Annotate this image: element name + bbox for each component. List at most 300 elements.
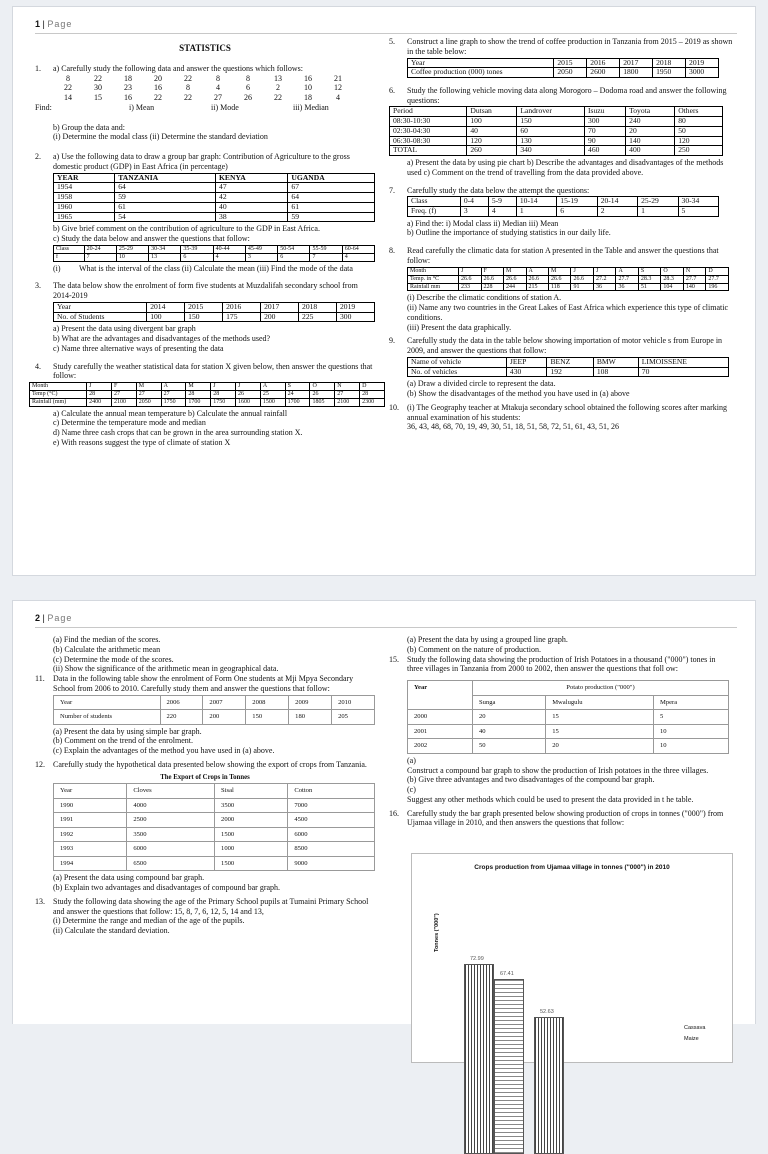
table-cell: 2018 [653,58,686,68]
bar-value-label: 67.41 [500,970,514,977]
table-cell: 3500 [127,827,215,842]
data-value: 8 [186,83,190,93]
table-cell: Name of vehicle [408,357,507,367]
table-cell: Year [408,58,554,68]
vehicle-table [389,106,723,156]
table-cell: 5-9 [488,197,516,207]
table-cell: 1805 [310,398,335,406]
table-cell: 140 [626,136,675,146]
table-cell: 1992 [54,827,127,842]
table-cell: 100 [467,117,517,127]
table-cell: Toyota [626,107,675,117]
table-cell: 205 [332,710,375,725]
table-cell: 2016 [223,302,261,312]
table-cell: 225 [299,312,337,322]
table-cell: M [504,267,526,275]
table-cell: 10 [653,724,728,739]
data-value: 13 [274,73,282,83]
table-cell: 27.7 [706,275,729,283]
table-cell: 7000 [288,798,375,813]
table-cell: 2001 [408,724,473,739]
table-cell: 27 [335,390,360,398]
right-column: (a) Present the data by using a grouped line graph. (b) Comment on the nature of production. 15. Study the following data showing the production of Irish Potatoes in a thousand ("000") tones in three villages in Tanzania from 2000 to 2002, then answer the questions that foll ow: Year Potato production ("000") Sunga Mwalugulu Mpera 2000 20 15 5 2001 40 15 10 2002 50 20 10 (a) Construct a compound bar graph to show the production of Irish potatoes in the three villages. (b) Give three advantages and two disadvantages of the compound bar graph. (c) Suggest any other methods which could be used to present the data provided in t he table. 16. Carefully study the bar graph presented below showing production of crops in tonnes ("000") from Ujamaa village in 2010, and then answers the questions that follow: Crops production from Ujamaa village in tonnes ("000") in 2010 Tonnes ("000") Cassava Maize 72.99 67.41 52.63 [389,635,739,832]
data-value: 16 [304,73,312,83]
data-value: 8 [246,73,250,83]
table-cell: A [526,267,548,275]
data-value: 30 [94,83,102,93]
table-cell: 28 [360,390,385,398]
enrolment-table [53,302,375,322]
table-cell: 2015 [185,302,223,312]
left-column: (a) Find the median of the scores. (b) Calculate the arithmetic mean (c) Determine the mode of the scores. (ii) Show the significance of the arithmetic mean in geographical data. 11. Data in the following table show the enrolment of Form One students at Mji Mpya Secondary School from 2006 to 2010. Carefully study them and answer the questions that follow: Year 2006 2007 2008 2009 2010 Number of students 220 200 150 180 205 (a) Present the data by using simple bar graph. (b) Comment on the trend of the enrolment. (c) Explain the advantages of the method you have used in (a) above. 12. Carefully study the hypothetical data presented below showing the export of crops from Tanzania. The Export of Crops in Tonnes Year Cloves Sisal Cotton 1990 4000 3500 7000 1991 2500 2000 4500 1992 3500 1500 6000 1993 6000 1000 8500 1994 6500 1500 9000 (a) Present the data using compound bar graph. (b) Explain two advantages and disadvantages of compound bar graph. 13. Study the following data showing the age of the Primary School pupils at Tumaini Primary School and answer the questions that follow: 15, 8, 7, 6, 12, 5, 14 and 13, (i) Determine the range and median of the age of the pupils. (ii) Calculate the standard deviation. [35,635,375,940]
table-cell: LIMOISSENE [638,357,728,367]
table-cell: 26.6 [504,275,526,283]
table-cell: Class [54,245,85,253]
table-cell: 26.6 [526,275,548,283]
table-cell: f [54,253,85,261]
table-cell: M [548,267,570,275]
table-cell: 1700 [285,398,310,406]
table-cell: 240 [626,117,675,127]
table-cell: O [661,267,683,275]
table-cell: 15 [546,724,654,739]
table-cell: 28 [87,390,112,398]
table-cell: 6000 [127,842,215,857]
table-cell: 36 [593,283,615,291]
left-column [32,37,375,452]
page-header: 1 | Page [35,19,73,29]
table-cell: 1500 [215,856,288,871]
table-cell: 1991 [54,813,127,828]
table-cell: 2009 [289,695,332,710]
table-cell: 27.2 [593,275,615,283]
table-cell: 10-14 [516,197,556,207]
data-value: 27 [214,93,222,103]
table-cell: Landrover [517,107,585,117]
data-value: 21 [334,73,342,83]
table-cell: 26.6 [481,275,503,283]
table-cell: 60-64 [342,245,374,253]
table-cell: Others [675,107,723,117]
table-cell: 3 [245,253,277,261]
table-cell: 50-54 [278,245,310,253]
table-cell: 140 [683,283,705,291]
freq-table [407,196,719,216]
table-cell: 20 [473,710,546,725]
header-rule [35,33,737,34]
table-cell: 06:30-08:30 [390,136,467,146]
table-cell: 20-14 [597,197,637,207]
table-cell: 6 [181,253,213,261]
table-cell: Cloves [127,783,215,798]
table-cell: A [161,383,186,391]
data-value: 16 [154,83,162,93]
question-4: 4. Study carefully the weather statistical data for station X given below, then answer the questions that follow: Month J F M A M J J A S O N D Temp (°C) 28 27 27 27 28 28 26 25 24 26 27 28 Rainfall (mm) 2400 2100 2050 1750 1700 1750 1600 1500 1700 1805 2100 2300 a) Calculate the annual mean temperature b) Calculate the annual rainfall c) Determine the temperature mode and median d) Name three cash crops that can be grown in the area surrounding station X. e) With reasons suggest the type of climate of station X [35,362,375,448]
table-cell: 300 [336,312,374,322]
table-cell: 250 [675,146,723,156]
table-cell: Sisal [215,783,288,798]
table-cell: 26.6 [459,275,481,283]
table-cell: 4 [488,207,516,217]
table-cell: 2 [597,207,637,217]
table-cell: 7 [84,253,116,261]
table-cell: 60 [517,126,585,136]
table-cell: 180 [289,710,332,725]
table-cell: 130 [517,136,585,146]
table-cell: 40 [473,724,546,739]
table-cell: 9000 [288,856,375,871]
table-cell: 1600 [236,398,261,406]
table-cell: N [335,383,360,391]
table-cell: 30-34 [678,197,718,207]
table-cell: 150 [185,312,223,322]
table-cell: J [571,267,593,275]
page-title: STATISTICS [179,43,231,53]
table-cell: F [481,267,503,275]
table-cell: Mpera [653,695,728,710]
form-one-table [53,695,375,725]
table-cell: 2019 [336,302,374,312]
table-cell: 192 [547,367,593,377]
table-cell: 2002 [408,739,473,754]
table-cell: 15 [546,710,654,725]
question-6: 6. Study the following vehicle moving data along Morogoro – Dodoma road and answer the following questions: Period Dutsan Landrover Isuzu Toyota Others 08:30-10:30 100 150 300 240 80 02:30-04:30 40 60 70 20 50 06:30-08:30 120 130 90 140 120 TOTAL 260 340 460 400 250 a) Present the data by using pie chart b) Describe the advantages and disadvantages of the methods used c) Comment on the trend of travelling from the data provided above. [389,85,727,177]
table-cell: 27.7 [616,275,638,283]
question-1: 1. a) Carefully study the following data and answer the questions which follows: 8 22 18 20 22 8 8 13 16 21 22 30 23 16 8 4 6 2 10 12 14 15 16 22 22 27 26 22 18 4 Find: i) Mean ii) Mode iii) Median b) Group the data and: (i) Determine the modal class (ii) Determine the standard deviation [35,64,375,142]
table-cell: J [236,383,261,391]
table-cell: 1500 [260,398,285,406]
table-cell: Year [54,302,147,312]
table-cell: 200 [261,312,299,322]
question-7: 7. Carefully study the data below the attempt the questions: Class 0-4 5-9 10-14 15-19 20-14 25-29 30-34 Freq. (f) 3 4 1 6 2 1 5 a) Find the: i) Modal class ii) Median iii) Mean b) Outline the importance of studying statistics in our daily life. [389,186,739,239]
table-cell: 4 [213,253,245,261]
table-cell: 30-34 [149,245,181,253]
table-cell: 25 [260,390,285,398]
table-cell: 108 [593,367,638,377]
data-value: 8 [66,73,70,83]
table-cell: 26.6 [548,275,570,283]
table-cell: D [360,383,385,391]
table-cell: 2018 [299,302,337,312]
bar-maize [494,979,524,1154]
table-cell: 2014 [147,302,185,312]
y-axis-label: Tonnes ("000") [434,913,440,952]
weather-table [29,382,385,407]
table-cell: 35-39 [181,245,213,253]
table-cell: 2008 [246,695,289,710]
table-cell: 08:30-10:30 [390,117,467,127]
table-cell: 25-29 [638,197,678,207]
table-cell: 104 [661,283,683,291]
table-cell: M [136,383,161,391]
table-cell: 4500 [288,813,375,828]
table-cell: 3000 [686,68,719,78]
table-cell: 1750 [161,398,186,406]
table-cell: 244 [504,283,526,291]
table-cell: 430 [506,367,547,377]
table-cell: 300 [585,117,626,127]
table-cell: 2100 [335,398,360,406]
legend-item: Maize [684,1036,699,1042]
legend-item: Cassava [684,1025,706,1031]
table-cell: 1 [638,207,678,217]
table-cell: 1990 [54,798,127,813]
table-cell: 2600 [587,68,620,78]
table-cell: 3 [460,207,488,217]
table-cell: 90 [585,136,626,146]
table-cell: 10 [653,739,728,754]
table-cell: 50 [675,126,723,136]
question-3: 3. The data below show the enrolment of form five students at Muzdalifah secondary school from 2014-2019 Year 2014 2015 2016 2017 2018 2019 No. of Students 100 150 175 200 225 300 a) Present the data using divergent bar graph b) What are the advantages and disadvantages of the methods used? c) Name three alternative ways of presenting the data [35,281,375,353]
crop-production-chart [411,853,733,1063]
page-one [12,6,756,576]
table-cell: 27 [161,390,186,398]
table-cell: 5 [653,710,728,725]
table-cell: 260 [467,146,517,156]
data-value: 22 [184,93,192,103]
table-cell: BMW [593,357,638,367]
table-cell: 150 [246,710,289,725]
page-two [12,600,756,1042]
table-cell: 2010 [332,695,375,710]
table-cell: Year [54,695,161,710]
table-cell: 1800 [620,68,653,78]
table-cell: 51 [638,283,660,291]
table-cell: 220 [160,710,203,725]
data-value: 20 [154,73,162,83]
table-cell: 120 [675,136,723,146]
export-table [53,783,375,871]
table-cell: Cotton [288,783,375,798]
table-cell: 3500 [215,798,288,813]
table-cell: 1750 [211,398,236,406]
data-value: 16 [124,93,132,103]
table-cell: Number of students [54,710,161,725]
table-cell: 70 [638,367,728,377]
table-cell: 8500 [288,842,375,857]
table-cell: A [260,383,285,391]
climate-table [407,267,729,292]
table-cell: 2050 [554,68,587,78]
table-cell: J [211,383,236,391]
table-cell: 50 [473,739,546,754]
import-table [407,357,729,377]
table-cell: A [616,267,638,275]
table-cell: 10 [116,253,148,261]
data-value: 2 [276,83,280,93]
table-cell: Period [390,107,467,117]
data-value: 15 [94,93,102,103]
table-cell: 20 [546,739,654,754]
table-cell: 1700 [186,398,211,406]
table-cell: 4 [342,253,374,261]
question-9: 9. Carefully study the data in the table below showing importation of motor vehicle s from Europe in 2009, and answer the questions that follow: Name of vehicle JEEP BENZ BMW LIMOISSENE No. of vehicles 430 192 108 70 (a) Draw a divided circle to represent the data. (b) Show the disadvantages of the method you have used in (a) above [389,336,739,398]
table-cell: 15-19 [557,197,597,207]
data-value: 22 [94,73,102,83]
question-11: 11. Data in the following table show the enrolment of Form One students at Mji Mpya Secondary School from 2006 to 2010. Carefully study them and answer the questions that follow: Year 2006 2007 2008 2009 2010 Number of students 220 200 150 180 205 (a) Present the data by using simple bar graph. (b) Comment on the trend of the enrolment. (c) Explain the advantages of the method you have used in (a) above. [35,674,375,756]
table-cell: 26.6 [571,275,593,283]
table-cell: S [638,267,660,275]
table-cell: 1993 [54,842,127,857]
table-cell: 6 [557,207,597,217]
table-cell: 25-29 [116,245,148,253]
table-cell: 4000 [127,798,215,813]
number-grid [35,74,375,103]
table-cell: 200 [203,710,246,725]
bar-value-label: 52.63 [540,1009,554,1016]
data-value: 22 [64,83,72,93]
bar-value-label: 72.99 [470,956,484,963]
table-cell: 6 [278,253,310,261]
table-cell: 2000 [215,813,288,828]
chart-title: Crops production from Ujamaa village in tonnes ("000") in 2010 [474,864,670,871]
table-cell: 2019 [686,58,719,68]
table-cell: 215 [526,283,548,291]
table-cell: 2016 [587,58,620,68]
table-cell: M [186,383,211,391]
table-cell: 1950 [653,68,686,78]
table-cell: 55-59 [310,245,342,253]
data-value: 8 [216,73,220,83]
table-cell: Isuzu [585,107,626,117]
table-cell: 36 [616,283,638,291]
table-cell: JEEP [506,357,547,367]
right-column [389,37,739,436]
gdp-table: YEAR TANZANIA KENYA UGANDA 1954 64 47 67 1958 59 42 64 1960 61 40 61 1965 54 38 59 [53,173,375,223]
question-2: 2. a) Use the following data to draw a group bar graph: Contribution of Agriculture to the gross domestic product (GDP) in East Africa (in percentage) YEAR TANZANIA KENYA UGANDA 1954 64 47 67 1958 59 42 64 1960 61 40 61 1965 54 38 59 b) Give brief comment on the contribution of agriculture to the GDP in East Africa. c) Study the data below and answer the questions that follow: Class 20-24 25-29 30-34 35-39 40-44 45-49 50-54 55-59 60-64 f 7 10 13 6 4 3 6 7 4 (i) What is the interval of the class (ii) Calculate the mean (iii) Find the mode of the data [35,152,375,273]
table-cell: Year [54,783,127,798]
data-value: 22 [184,73,192,83]
table-cell: 2017 [620,58,653,68]
table-cell: 91 [571,283,593,291]
bar-cassava [464,964,494,1154]
table-cell: 2500 [127,813,215,828]
table-cell: 2017 [261,302,299,312]
data-value: 12 [334,83,342,93]
class-freq-table [53,245,375,262]
table-cell: No. of Students [54,312,147,322]
table-cell: J [593,267,615,275]
table-cell: 228 [481,283,503,291]
table-cell: 1994 [54,856,127,871]
table-cell: 80 [675,117,723,127]
table-cell: Temp. in °C [408,275,459,283]
table-cell: J [87,383,112,391]
table-cell: Mwalugulu [546,695,654,710]
find-line: Find: i) Mean ii) Mode iii) Median [35,102,329,112]
data-value: 4 [216,83,220,93]
table-cell: 13 [149,253,181,261]
table-cell: Rainfall (mm) [30,398,87,406]
coffee-table [407,58,719,78]
question-12: 12. Carefully study the hypothetical data presented below showing the export of crops from Tanzania. The Export of Crops in Tonnes Year Cloves Sisal Cotton 1990 4000 3500 7000 1991 2500 2000 4500 1992 3500 1500 6000 1993 6000 1000 8500 1994 6500 1500 9000 (a) Present the data using compound bar graph. (b) Explain two advantages and disadvantages of compound bar graph. [35,760,375,893]
table-cell: 2015 [554,58,587,68]
table-cell: 40 [467,126,517,136]
bar-beans [534,1017,564,1154]
table-cell: 175 [223,312,261,322]
question-10: 10. (i) The Geography teacher at Mtakuja secondary school obtained the following scores after marking annual examination of his students: 36, 43, 48, 68, 70, 19, 49, 30, 51, 18, 51, 58, 72, 51, 61, 43, 51, 26 [389,402,727,432]
data-value: 6 [246,83,250,93]
question-16: 16. Carefully study the bar graph presented below showing production of crops in tonnes ("000") from Ujamaa village in 2010, and then answers the questions that follow: [389,808,724,828]
table-cell: 1000 [215,842,288,857]
data-value: 23 [124,83,132,93]
table-cell: 1 [516,207,556,217]
table-cell: 5 [678,207,718,217]
table-cell: Month [30,383,87,391]
table-cell: 28.3 [638,275,660,283]
table-cell: 2007 [203,695,246,710]
table-cell: 6500 [127,856,215,871]
question-13: 13. Study the following data showing the age of the Primary School pupils at Tumaini Primary School and answer the questions that follow: 15, 8, 7, 6, 12, 5, 14 and 13, (i) Determine the range and median of the age of the pupils. (ii) Calculate the standard deviation. [35,896,369,936]
table-cell: 0-4 [460,197,488,207]
table-cell: 45-49 [245,245,277,253]
data-value: 18 [124,73,132,83]
table-cell: 28.3 [661,275,683,283]
table-cell: 26 [310,390,335,398]
data-value: 4 [336,93,340,103]
table-cell: N [683,267,705,275]
table-cell: No. of vehicles [408,367,507,377]
data-value: 18 [304,93,312,103]
table-cell: 20 [626,126,675,136]
table-cell: 27 [111,390,136,398]
table-cell: 2300 [360,398,385,406]
question-8: 8. Read carefully the climatic data for station A presented in the Table and answer the questions that follow: Month J F M A M J J A S O N D Temp. in °C 26.6 26.6 26.6 26.6 26.6 26.6 27.2 27.7 28.3 28.3 27.7 27.7 Rainfall mm 233 228 244 215 118 91 36 36 51 104 140 196 (i) Describe the climatic conditions of station A. (ii) Name any two countries in the Great Lakes of East Africa which experience this type of climatic conditions. (iii) Present the data graphically. [389,246,728,332]
table-cell: Sunga [473,695,546,710]
table-cell: Dutsan [467,107,517,117]
table-cell: Class [408,197,461,207]
table-cell: 20-24 [84,245,116,253]
question-15: 15. Study the following data showing the production of Irish Potatoes in a thousand ("000") tones in three villages in Tanzania from 2000 to 2002, then answer the questions that foll ow: Year Potato production ("000") Sunga Mwalugulu Mpera 2000 20 15 5 2001 40 15 10 2002 50 20 10 (a) Construct a compound bar graph to show the production of Irish potatoes in the three villages. (b) Give three advantages and two disadvantages of the compound bar graph. (c) Suggest any other methods which could be used to present the data provided in t he table. [389,655,739,805]
table-cell: 2100 [111,398,136,406]
table-cell: 24 [285,390,310,398]
question-5: 5. Construct a line graph to show the trend of coffee production in Tanzania from 2015 – 2019 as shown in the table below: Year 2015 2016 2017 2018 2019 Coffee production (000) tones 2050 2600 1800 1950 3000 [389,37,733,77]
table-cell: 118 [548,283,570,291]
table-cell: Temp (°C) [30,390,87,398]
table-cell: 2000 [408,710,473,725]
header-rule [35,627,737,628]
table-cell: 7 [310,253,342,261]
table-cell: 28 [186,390,211,398]
table-cell: TOTAL [390,146,467,156]
table-cell: 27.7 [683,275,705,283]
table-cell: O [310,383,335,391]
table-cell: Rainfall mm [408,283,459,291]
table-cell: 460 [585,146,626,156]
table-cell: 70 [585,126,626,136]
table-cell: 02:30-04:30 [390,126,467,136]
table-cell: 120 [467,136,517,146]
table-cell: 28 [211,390,236,398]
table-cell: 6000 [288,827,375,842]
page-header: 2 | Page [35,613,73,623]
table-cell: 26 [236,390,261,398]
table-cell: 196 [706,283,729,291]
table-cell: Month [408,267,459,275]
table-cell: 27 [136,390,161,398]
data-value: 14 [64,93,72,103]
table-cell: 233 [459,283,481,291]
table-cell: Coffee production (000) tones [408,68,554,78]
data-value: 22 [154,93,162,103]
table-cell: F [111,383,136,391]
data-value: 22 [274,93,282,103]
table-cell: 100 [147,312,185,322]
table-cell: 40-44 [213,245,245,253]
data-value: 26 [244,93,252,103]
table-cell: Freq. (f) [408,207,461,217]
table-cell: 400 [626,146,675,156]
